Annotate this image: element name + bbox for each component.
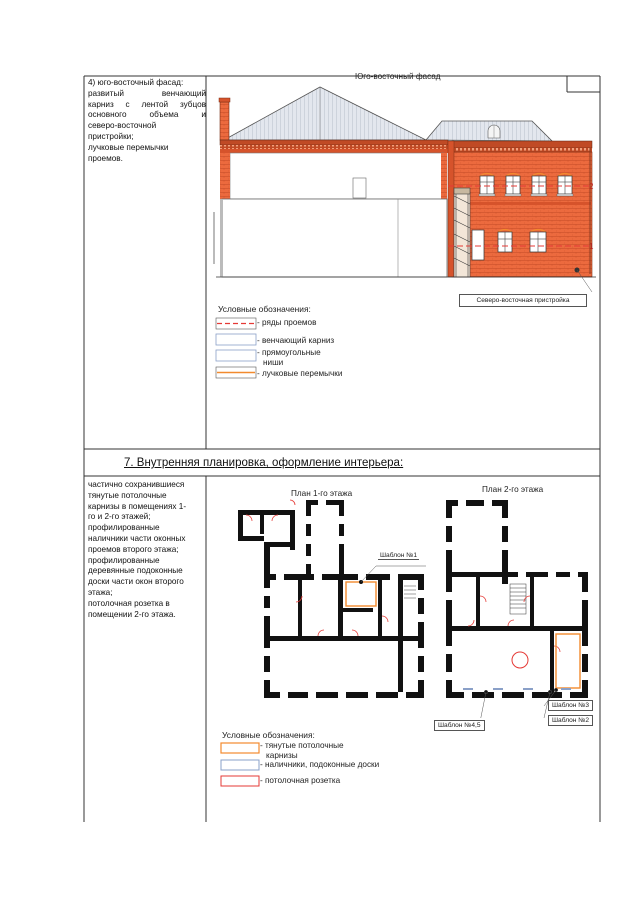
exterior-staircase (454, 188, 470, 277)
template-2-label: Шаблон №2 (548, 715, 593, 726)
annex-callout: Северо-восточная пристройка (459, 294, 587, 307)
legend-trims-label: - наличники, подоконные доски (260, 760, 380, 769)
section-7-heading: 7. Внутренняя планировка, оформление интерьера: (124, 457, 404, 469)
row-marker-2: 2 (589, 182, 594, 191)
facade-line-6: пристройки; (88, 131, 134, 141)
facade-figure-title: Юго-восточный фасад (355, 72, 441, 81)
annex-cornice (452, 141, 592, 148)
chimney (220, 102, 229, 140)
facade-line-8: проемов. (88, 153, 123, 163)
facade-line-1: 4) юго-восточный фасад: (88, 78, 184, 87)
plan-1-title: План 1-го этажа (291, 489, 353, 498)
facade-description (88, 78, 206, 164)
main-roof (224, 87, 426, 140)
floor-plans (218, 496, 593, 718)
legend-lintels-label: - лучковые перемычки (257, 369, 343, 378)
plan-2 (446, 500, 588, 718)
facade-legend-swatches (215, 317, 259, 382)
plan-1-cornice (346, 582, 376, 606)
facade-line-3: карниз с лентой зубцов (88, 99, 206, 109)
facade-line-5: северо-восточной (88, 121, 157, 131)
template-1-label: Шаблон №1 (380, 552, 417, 559)
legend-ceiling-cornices-label: - тянутые потолочные карнизы (260, 741, 344, 760)
template-45-label: Шаблон №4,5 (434, 720, 485, 731)
plan-2-title: План 2-го этажа (482, 485, 544, 494)
facade-line-7: лучковые перемычки (88, 142, 169, 152)
legend-rows-label: - ряды проемов (257, 318, 317, 327)
main-cornice (220, 140, 448, 145)
template-3-label: Шаблон №3 (548, 700, 593, 711)
facade-legend-title: Условные обозначения: (218, 304, 311, 314)
legend-niches-label: - прямоугольные ниши (257, 348, 321, 367)
legend-cornice-label: - венчающий карниз (257, 336, 335, 345)
facade-line-4: основного объема и (88, 110, 206, 120)
ceiling-rosette (512, 652, 528, 668)
plan-2-cornice (556, 634, 580, 688)
interior-description: частично сохранившиеся тянутые потолочные карнизы в помещениях 1- го и 2-го этажей; профилированные наличники части оконных проемов второго этажа; профилированные деревянные подоконные доски части окон второго этажа; потолочная розетка в помещении 2-го этажа. (88, 480, 187, 619)
facade-drawing (212, 84, 598, 310)
legend-rosette-label: - потолочная розетка (260, 776, 341, 785)
interior-legend-swatches (220, 742, 264, 790)
row-marker-1: 1 (589, 242, 594, 251)
facade-line-2: развитый венчающий (88, 88, 206, 98)
plan-1 (238, 500, 426, 698)
interior-legend-title: Условные обозначения: (222, 730, 315, 740)
